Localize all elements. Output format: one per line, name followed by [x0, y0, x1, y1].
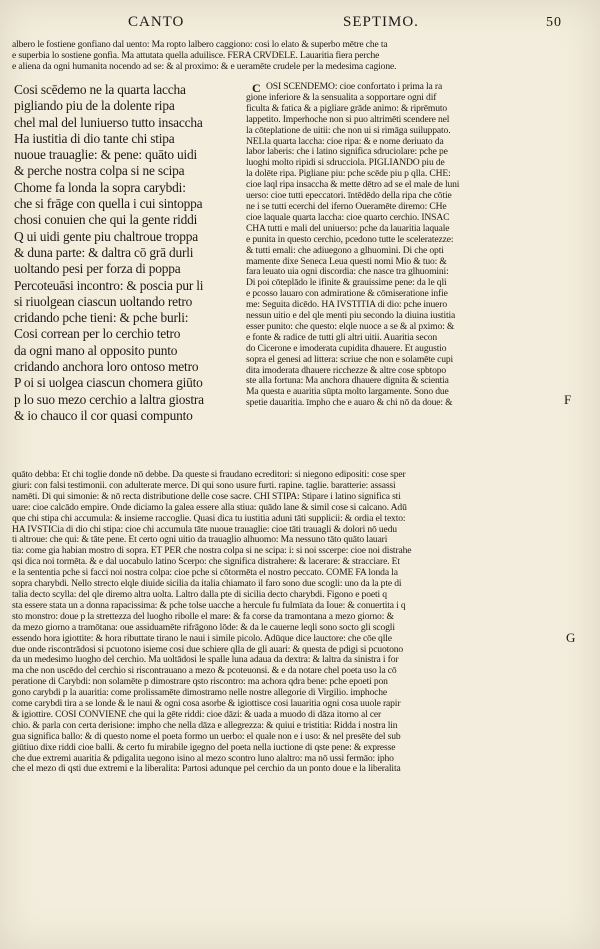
commentary-line: OSI SCENDEMO: cioe confortato i prima la ra	[266, 82, 443, 92]
commentary-line: uare: cioe calcādo empire. Onde diciamo la galea essere alla stiua: quādo lane & simil cose si calcano. Adū	[12, 502, 407, 513]
verse-line: Cosi scēdemo ne la quarta laccha	[14, 82, 186, 97]
commentary-line: que chi stipa chi accumula: & insieme raccoglie. Quasi dica tu iustitia aduni tāti supplicii: & ordia el texto:	[12, 513, 406, 524]
verse-line: nuoue trauaglie: & pene: quāto uidi	[14, 147, 198, 163]
verse-line: & duna parte: & daltra cō grā durli	[14, 244, 194, 260]
commentary-line: giuri: con falsi testimonii. con adulterate merce. Di qui sono usure furti. rapine. taglie. baratterie: assassi	[12, 480, 396, 491]
commentary-line: e pcosso lauaro con admiratione & cōmiseratione infie	[246, 289, 448, 300]
commentary-line: HA IVSTICia di dio chi stipa: cioe chi accumula tāte nuoue trauaglie: cioe tāti trauagli & dolori nō uedu	[12, 524, 397, 535]
commentary-line: chio. & parla con certa derisione: impho che nella dāza e allegrezza: & quiui e tristitia: Ridda i nostra lin	[12, 720, 398, 731]
commentary-line: dita imoderata dhauere ricchezze & altre cose spbtopo	[246, 365, 447, 376]
commentary-top	[12, 40, 560, 73]
commentary-line: esser punito: che questo: elqle nuoce a se & al pximo: &	[246, 321, 455, 332]
commentary-line: cioe laquale quarta laccha: cioe quarto cerchio. INSAC	[246, 212, 450, 223]
margin-letter-g: G	[566, 630, 576, 645]
commentary-line: quāto debba: Et chi toglie donde nō debbe. Da queste si fraudano ecreditori: si niegono edipositi: cose sper	[12, 470, 406, 480]
commentary-line: nessun uitio e del qle menti piu secondo la diuina iustitia	[246, 311, 456, 322]
commentary-line: talia decto scylla: del qle diremo altra uolta. Laltro dalla pte di sicilia decto charybdi. Figono e poeti q	[12, 589, 387, 600]
commentary-line: la cōteplatione de uitii: che non ui si rimāga suiluppato.	[246, 125, 451, 136]
verse-line: & io chauco il cor quasi compunto	[14, 407, 193, 423]
commentary-line: Ma questa e auaritia sūpta molto largamente. Sono due	[246, 387, 449, 398]
commentary-line: me: Seguita dicēdo. HA IVSTITIA di dio: pche inuero	[246, 300, 447, 311]
commentary-line: che due extremi auaritia & pdigalita uegono isino al mezo scontro luno alaltro: ma nō ussi fermāo: ipho	[12, 753, 394, 764]
commentary-line: la dolēte ripa. Pigliane piu: pche scēde piu p qlla. CHE:	[246, 169, 451, 180]
verse-line: da ogni mano al opposito punto	[14, 342, 178, 358]
commentary-line: due onde riscontrādosi si pcuotono isieme cosi due schiere qlla de gli auari: & questa de pdigi si pcuotono	[12, 644, 404, 655]
commentary-line: da mezo giorno a tramōtana: oue assiduamēte rifrāgono lōde: & da le cauerne leqli sono socto gli scogli	[12, 622, 395, 633]
commentary-line: luoghi molto ripidi si sdrucciola. PIGLIANDO piu de	[246, 158, 445, 169]
initial-letter: C	[252, 81, 261, 95]
commentary-line: do Cicerone e imoderata cupidita dhauere. Et augustio	[246, 343, 447, 354]
commentary-line: e fonte & radice de tutti gli altri uitii. Auaritia secon	[246, 332, 437, 343]
commentary-line: ne i se tutti ecerchi del iferno Oueramēte diremo: CHe	[246, 201, 447, 212]
commentary-line: gione inferiore & la sensualita a sopportare ogni dif	[246, 92, 437, 103]
verse-line: P oi si uolgea ciascun chomera giūto	[14, 375, 203, 391]
commentary-line: tia: come gia habian mostro di sopra. ET PER che nostra colpa si ne scipa: i: si noi sscerpe: cioe noi distrahe	[12, 546, 412, 557]
commentary-line: cioe laql ripa insaccha & mette dētro ad se el male de luni	[246, 180, 460, 191]
commentary-line: e la sententia pche si facci noi nostra colpa: cioe pche si cōtormēta el nostro peccato. COME FA londa la	[12, 568, 398, 579]
commentary-line: sto monstro: doue p la strettezza del luogho ribolle el mare: & fa corse da tramontana a mezo giorno: &	[12, 611, 394, 622]
header-septimo: SEPTIMO.	[343, 14, 419, 30]
commentary-line: gono carybdi p la auaritia: come prolissamēte dimostramo nelle nostre allegorie di Virgilio. imphoche	[12, 688, 388, 699]
commentary-line: Di poi cōteplādo le ifinite & grauissime pene: da le qli	[246, 278, 447, 289]
verse-line: cridando anchora loro ontoso metro	[14, 359, 199, 375]
commentary-line: NELla quarta laccha: cioe ripa: & e nome deriuato da	[246, 136, 444, 147]
commentary-line: che el mezo di qsti due extremi e la liberalita: Partosi adunque pel cerchio da un ponto doue e la liberalita	[12, 764, 401, 775]
verse-line: Q ui uidi gente piu chaltroue troppa	[14, 228, 198, 244]
commentary-line: gua significa ballo: & di questo nome el poeta formo un uerbo: el quale non e i uso: & nel presēte del sub	[12, 731, 401, 742]
commentary-line: lappetito. Imperhoche non si puo altrimēti scendere nel	[246, 114, 450, 125]
commentary-line: giūtiuo dixe riddi cioe balli. & certo fu mirabile igegno del poeta nella iuctione di qste pene: & expresse	[12, 742, 396, 753]
verse-line: cridando pche tieni: & pche burli:	[14, 310, 189, 326]
commentary-line: da un medesimo luogho del cerchio. Ma uoltādosi le spalle luna adaua da dextra: & laltra da sinistra i for	[12, 655, 399, 666]
commentary-line: ti altroue: che qui: & tāte pene. Et certo ogni uitio da trauaglio alhuomo: Ma nessuno tāto quāto lauari	[12, 535, 388, 546]
verse-line: che si frāge con quella i cui sintoppa	[14, 196, 203, 212]
margin-letter-f: F	[564, 392, 572, 407]
commentary-line: uerso: cioe tutti epeccatori. īntēdēdo della ripa che cōtie	[246, 191, 452, 202]
verse-line: Cosi correan per lo cerchio tetro	[14, 326, 181, 342]
commentary-line: ste alla fortuna: Ma anchora dhauere dignita & scientia	[246, 376, 449, 387]
commentary-line: & igiottire. COSI CONVIENE che qui la gēte riddi: cioe dāzi: & uada a muodo di dāza itorno al cer	[12, 709, 382, 720]
verse-line: p lo suo mezo cerchio a laltra giostra	[14, 391, 204, 407]
commentary-line: e punita in questo cerchio, pcedono tutte le sceleratezze:	[246, 234, 454, 245]
running-header	[0, 14, 600, 36]
verse-line: uoltando pesi per forza di poppa	[14, 261, 181, 277]
commentary-line: mamente dixe Seneca Leua questi nomi Mio & tuo: &	[246, 256, 447, 267]
commentary-line: labor laberis: che i latino significa sdruciolare: pche pe	[246, 147, 448, 158]
verse-line: pigliando piu de la dolente ripa	[14, 98, 175, 114]
verse-line: chosi conuien che qui la gente riddi	[14, 212, 198, 228]
verse-line: Percoteuāsi incontro: & poscia pur li	[14, 277, 204, 293]
commentary-line: e aliena da ogni humanita nocendo ad se: & al proximo: & e ueramēte crudele per la medesima cagione.	[12, 61, 397, 72]
commentary-line: peratione di Carybdi: non solamēte p dimostrare qsto riscontro: ma achora qdra bene: pche epoeti pon	[12, 677, 388, 688]
commentary-line: essendo hora igiottite: & hora ributtate tirano le naui i simile picolo. Adūque dice lauctore: che cōe qlle	[12, 633, 392, 644]
commentary-line: sopra el genesi ad littera: scriue che non e solamēte cupi	[246, 354, 454, 365]
commentary-line: e superbia lo sostiene gonfia. Ma attutata quella aduilisce. FERA CRVDELE. Lauaritia fiera perche	[12, 50, 380, 61]
commentary-line: ficulta & fatica & a pigliare grāde animo: & riprēmuto	[246, 103, 448, 114]
commentary-right	[246, 82, 554, 409]
verse-column	[14, 82, 246, 424]
verse-line: si riuolgean ciascun uoltando retro	[14, 293, 193, 309]
commentary-line: namēti. Di qui simonie: & nō recta distributione delle cose sacre. CHI STIPA: Stipare i latino significa sti	[12, 491, 401, 502]
commentary-line: albero le fostiene gonfiano dal uento: Ma ropto lalbero caggiono: cosi lo elato & superbo mētre che ta	[12, 40, 388, 50]
commentary-line: & tutti emali: che adiuegono a glhuomini. Di che opti	[246, 245, 444, 256]
commentary-bottom	[12, 470, 560, 775]
verse-line: chel mal del luniuerso tutto insaccha	[14, 114, 203, 130]
commentary-line: fara leuato uia ogni discordia: che nasce tra glhuomini:	[246, 267, 449, 278]
verse-line: Chome fa londa la sopra carybdi:	[14, 179, 186, 195]
commentary-line: ma che non uscēdo del cerchio si riscontrauano a mezo & pcoteuonsi. & e da notare chel poeta uso la cō	[12, 666, 397, 677]
commentary-line: sta essere stata un a donna rapacissima: & pche tolse uacche a hercule fu fulmīata da Ioue: & conuertita i q	[12, 600, 406, 611]
commentary-line: qsi dica noi tormēta. & e dal uocabulo latino Scerpo: che significa distrahere: & lacerare: & stracciare. Et	[12, 557, 400, 568]
folio-number: 50	[546, 15, 562, 30]
commentary-line: CHA tutti e mali del uniuerso: pche da lauaritia laquale	[246, 223, 450, 234]
commentary-line: sopra charybdi. Nello strecto elqle diuide sicilia da italia chiamato il faro sono due scogli: uno da la pte di	[12, 579, 402, 590]
verse-line: & perche nostra colpa si ne scipa	[14, 163, 185, 179]
header-canto: CANTO	[128, 14, 185, 30]
commentary-line: spetie dauaritia. īmpho che e auaro & chi nō da doue: &	[246, 398, 453, 409]
verse-line: Ha iustitia di dio tante chi stipa	[14, 130, 175, 146]
commentary-line: come carybdi tira a se londe & le naui & ogni cosa asorbe & igiottisce cosi lauaritia ogni cosa uuole rapir	[12, 699, 401, 710]
